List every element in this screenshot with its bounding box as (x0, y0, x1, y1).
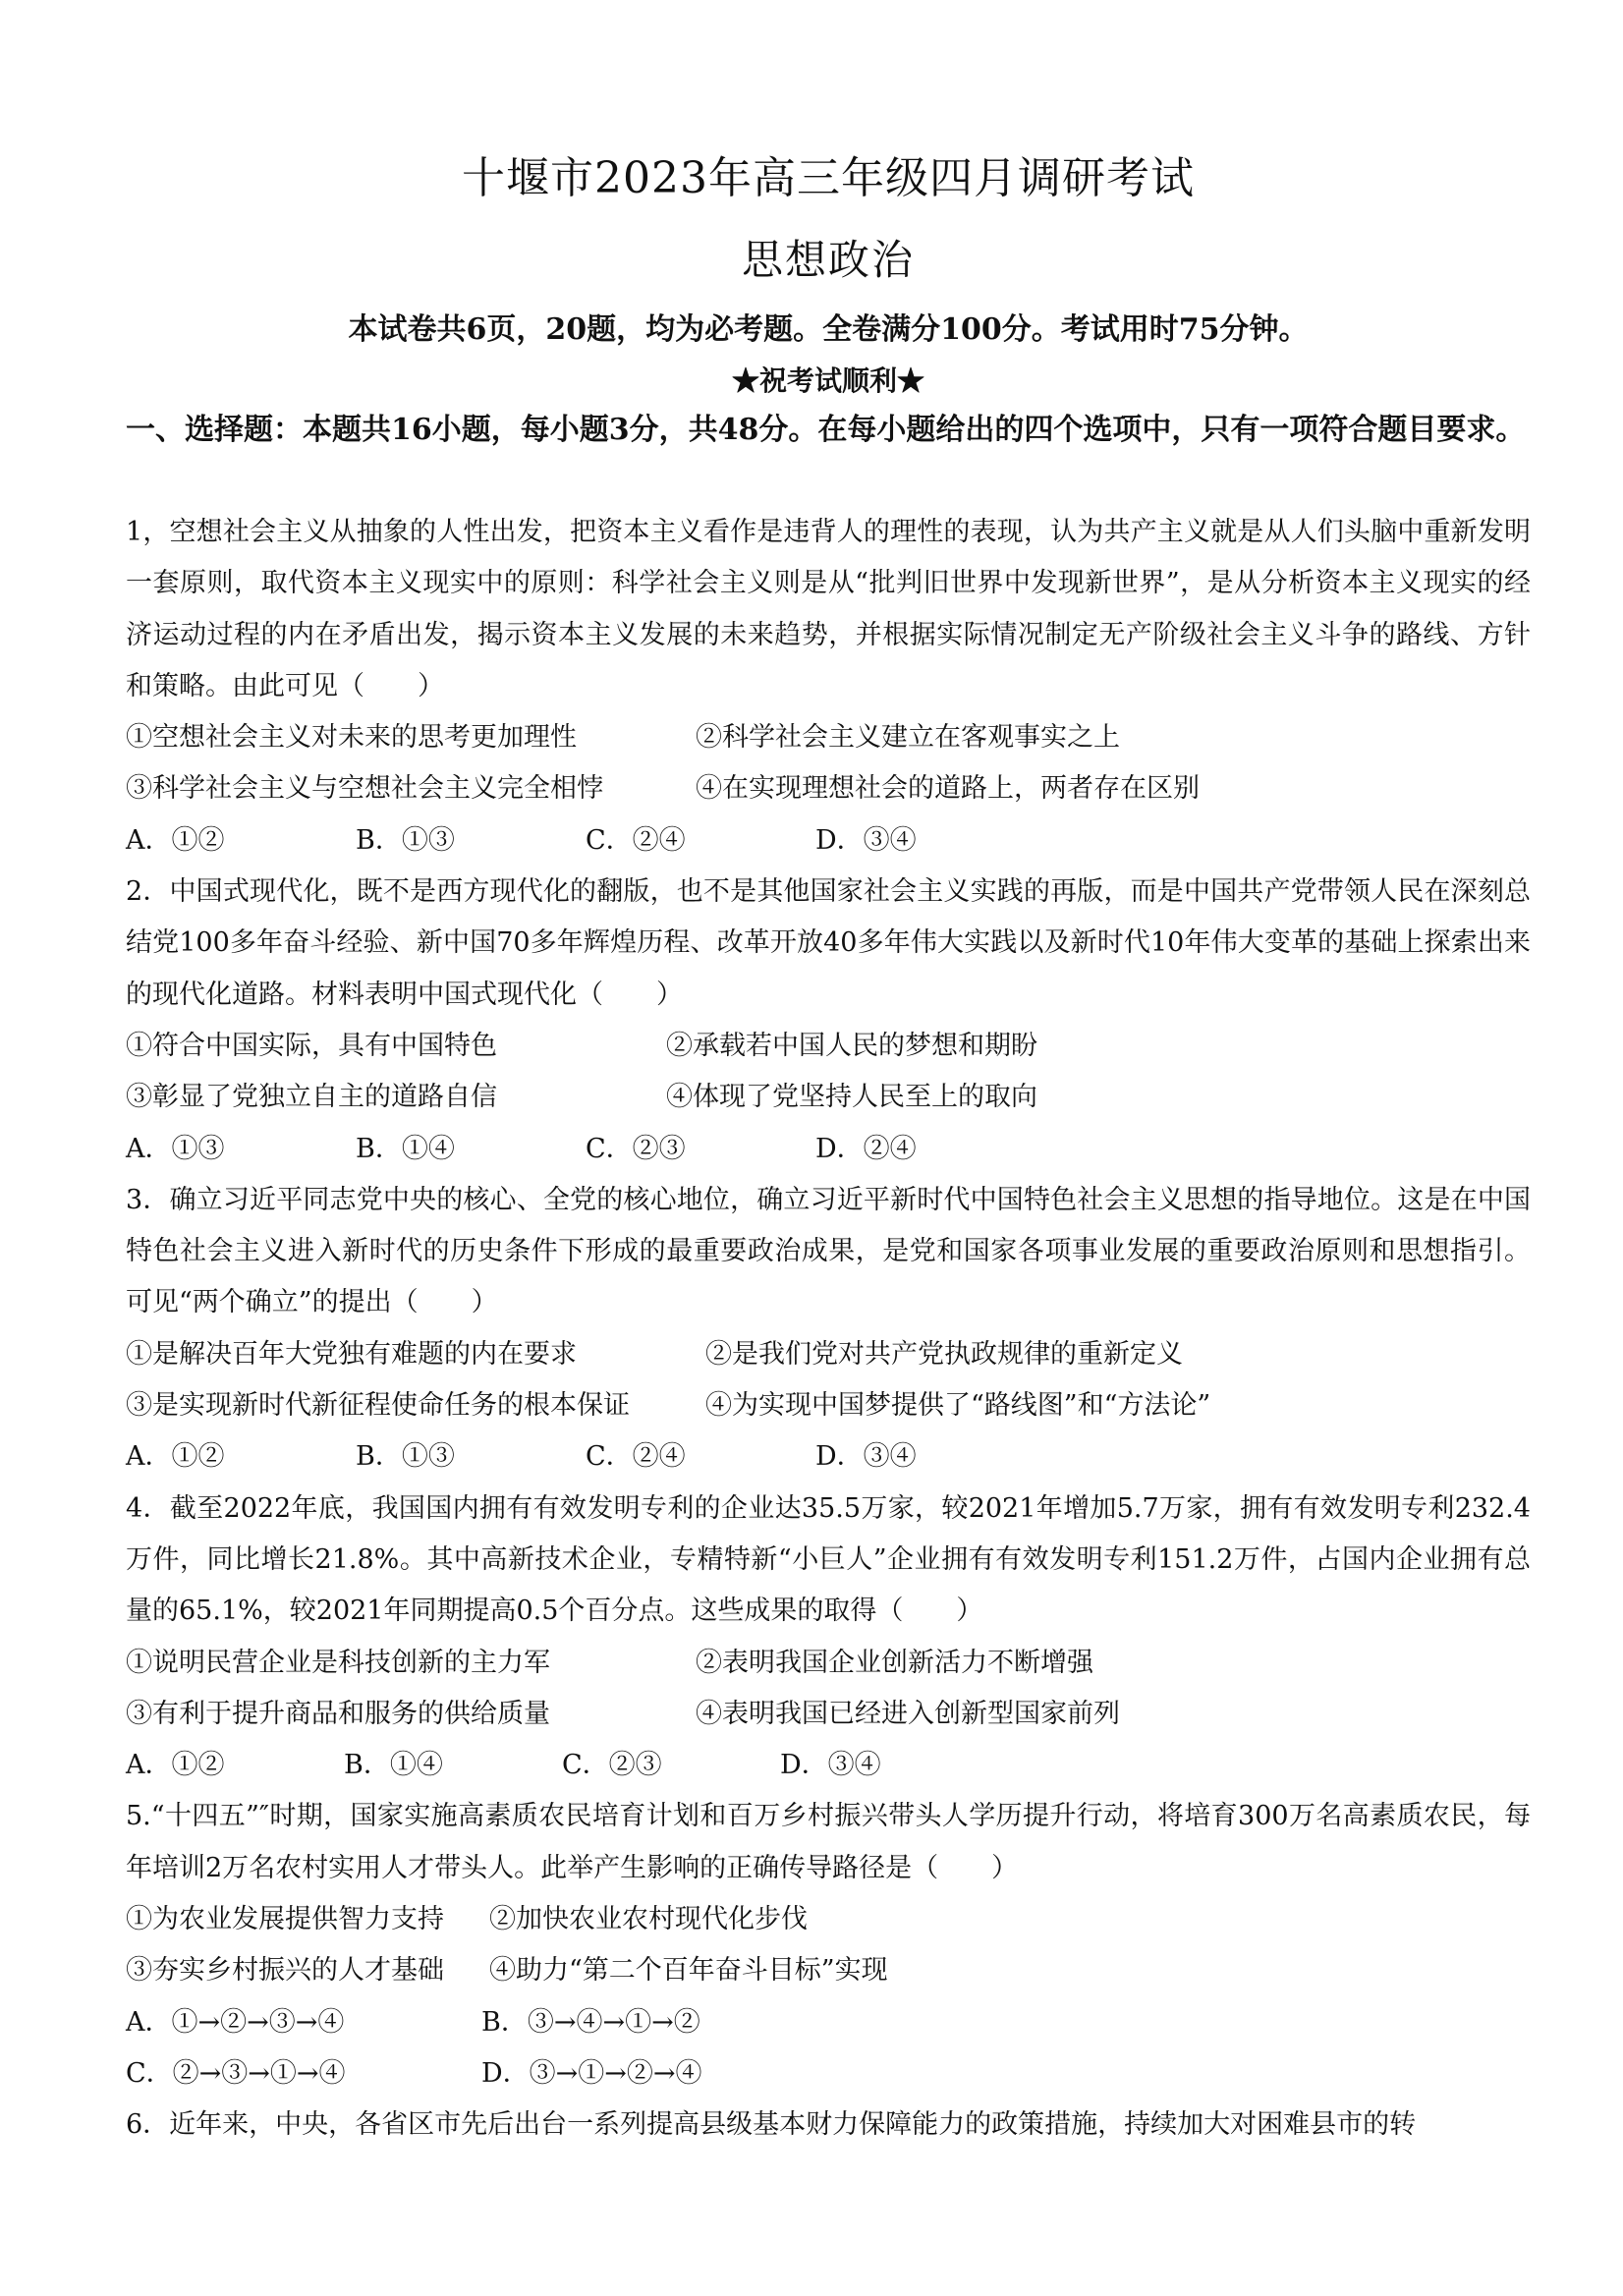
question-3-text: 3．确立习近平同志党中央的核心、全党的核心地位，确立习近平新时代中国特色社会主义思想的指导地位。这是在中国特色社会主义进入新时代的历史条件下形成的最重要政治成果，是党和国家各项事业发展的重要政治原则和思想指引。可见“两个确立”的提出（ ） (126, 1184, 1531, 1318)
question-4-choice-b: B．①④ (344, 1750, 443, 1781)
question-4-option-1: ①说明民营企业是科技创新的主力军 (126, 1647, 550, 1678)
good-luck-line: ★祝考试顺利★ (731, 364, 924, 397)
question-5-options-row-1 (126, 1894, 1531, 1945)
question-5 (126, 1791, 1531, 2100)
exam-title: 十堰市2023年高三年级四月调研考试 (462, 153, 1195, 203)
question-4-option-3: ③有利于提升商品和服务的供给质量 (126, 1698, 550, 1729)
question-3-option-3: ③是实现新时代新征程使命任务的根本保证 (126, 1390, 630, 1422)
question-3-option-4: ④为实现中国梦提供了“路线图”和“方法论” (705, 1390, 1211, 1422)
question-2-choice-b: B．①④ (356, 1133, 455, 1164)
question-3 (126, 1175, 1531, 1484)
question-6-text: 6．近年来，中央，各省区市先后出台一系列提高县级基本财力保障能力的政策措施，持续加大对困难县市的转 (126, 2109, 1417, 2141)
question-1-options-row-2 (126, 763, 1531, 814)
question-1-choice-b: B．①③ (356, 824, 455, 856)
question-5-choices-row-2 (126, 2048, 1531, 2100)
question-5-options-row-2 (126, 1945, 1531, 1996)
question-2-choice-c: C．②③ (586, 1133, 686, 1164)
question-2-option-3: ③彰显了党独立自主的道路自信 (126, 1082, 497, 1113)
question-5-choice-a: A．①→②→③→④ (126, 2006, 345, 2038)
question-4-options-row-2 (126, 1689, 1531, 1740)
question-1-choice-c: C．②④ (586, 824, 686, 856)
question-3-options-row-2 (126, 1380, 1531, 1431)
question-2-option-1: ①符合中国实际，具有中国特色 (126, 1030, 497, 1061)
question-2-choice-d: D．②④ (815, 1133, 917, 1164)
question-4-choice-c: C．②③ (562, 1750, 662, 1781)
question-5-option-1: ①为农业发展提供智力支持 (126, 1904, 444, 1935)
question-5-choice-c: C．②→③→①→④ (126, 2057, 346, 2089)
question-5-option-2: ②加快农业农村现代化步伐 (489, 1904, 808, 1935)
question-5-option-4: ④助力“第二个百年奋斗目标”实现 (489, 1955, 888, 1987)
question-4-choice-d: D．③④ (780, 1750, 881, 1781)
question-2 (126, 867, 1531, 1175)
question-5-text: 5.“十四五”″时期，国家实施高素质农民培育计划和百万乡村振兴带头人学历提升行动，将培育300万名高素质农民，每年培训2万名农村实用人才带头人。此举产生影响的正确传导路径是（ ） (126, 1801, 1531, 1883)
section-heading: 一、选择题：本题共16小题，每小题3分，共48分。在每小题给出的四个选项中，只有一项符合题目要求。 (126, 413, 1526, 447)
question-5-choices-row-1 (126, 1997, 1531, 2048)
question-1 (126, 507, 1531, 867)
question-4-choices (126, 1740, 1531, 1791)
question-6 (126, 2100, 1531, 2151)
question-5-choice-d: D．③→①→②→④ (481, 2057, 702, 2089)
question-4-choice-a: A．①② (126, 1750, 225, 1781)
question-4-text: 4．截至2022年底，我国国内拥有有效发明专利的企业达35.5万家，较2021年增加5.7万家，拥有有效发明专利232.4万件，同比增长21.8%。其中高新技术企业，专精特新“小巨人”企业拥有有效发明专利151.2万件，占国内企业拥有总量的65.1%，较2021年同期提高0.5个百分点。这些成果的取得（ ） (126, 1492, 1531, 1627)
question-3-choice-b: B．①③ (356, 1441, 455, 1473)
question-3-choices (126, 1431, 1531, 1483)
question-3-choice-d: D．③④ (815, 1441, 917, 1473)
question-3-choice-c: C．②④ (586, 1441, 686, 1473)
question-1-option-4: ④在实现理想社会的道路上，两者存在区别 (696, 773, 1200, 805)
question-4 (126, 1484, 1531, 1792)
question-5-option-3: ③夯实乡村振兴的人才基础 (126, 1955, 444, 1987)
question-3-option-1: ①是解决百年大党独有难题的内在要求 (126, 1338, 577, 1370)
question-list (126, 507, 1531, 2152)
question-1-option-3: ③科学社会主义与空想社会主义完全相悖 (126, 773, 603, 805)
question-5-choice-b: B．③→④→①→② (481, 2006, 700, 2038)
question-2-choice-a: A．①③ (126, 1133, 225, 1164)
question-2-option-4: ④体现了党坚持人民至上的取向 (666, 1082, 1037, 1113)
question-2-options-row-1 (126, 1021, 1531, 1072)
question-1-choice-d: D．③④ (815, 824, 917, 856)
question-1-text: 1，空想社会主义从抽象的人性出发，把资本主义看作是违背人的理性的表现，认为共产主义就是从人们头脑中重新发明一套原则，取代资本主义现实中的原则：科学社会主义则是从“批判旧世界中发现新世界”，是从分析资本主义现实的经济运动过程的内在矛盾出发，揭示资本主义发展的未来趋势，并根据实际情况制定无产阶级社会主义斗争的路线、方针和策略。由此可见（ ） (126, 517, 1531, 701)
question-1-option-1: ①空想社会主义对未来的思考更加理性 (126, 722, 577, 754)
question-3-option-2: ②是我们党对共产党执政规律的重新定义 (705, 1338, 1183, 1370)
question-4-option-4: ④表明我国已经进入创新型国家前列 (696, 1698, 1120, 1729)
question-1-choice-a: A．①② (126, 824, 225, 856)
question-3-choice-a: A．①② (126, 1441, 225, 1473)
question-3-options-row-1 (126, 1329, 1531, 1380)
question-2-option-2: ②承载若中国人民的梦想和期盼 (666, 1030, 1037, 1061)
question-4-option-2: ②表明我国企业创新活力不断增强 (696, 1647, 1093, 1678)
question-1-options-row-1 (126, 712, 1531, 763)
question-1-choices (126, 815, 1531, 867)
question-4-options-row-1 (126, 1638, 1531, 1689)
subject-title: 思想政治 (741, 236, 915, 284)
question-2-options-row-2 (126, 1072, 1531, 1123)
exam-info: 本试卷共6页，20题，均为必考题。全卷满分100分。考试用时75分钟。 (348, 312, 1309, 347)
question-2-choices (126, 1124, 1531, 1175)
question-1-option-2: ②科学社会主义建立在客观事实之上 (696, 722, 1120, 754)
question-2-text: 2．中国式现代化，既不是西方现代化的翻版，也不是其他国家社会主义实践的再版，而是中国共产党带领人民在深刻总结党100多年奋斗经验、新中国70多年辉煌历程、改革开放40多年伟大实践以及新时代10年伟大变革的基础上探索出来的现代化道路。材料表明中国式现代化（ ） (126, 876, 1531, 1010)
